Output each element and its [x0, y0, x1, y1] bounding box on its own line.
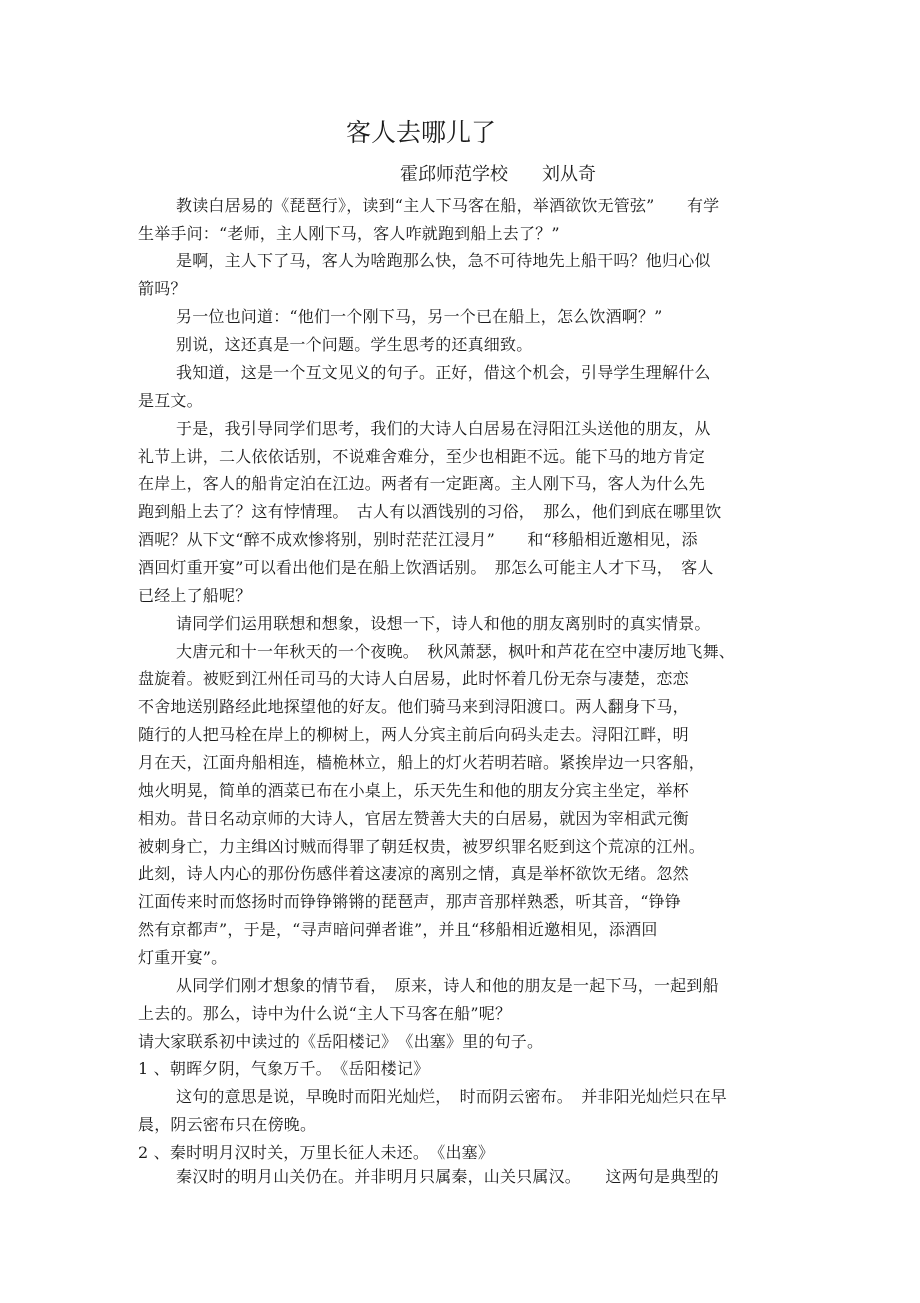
paragraph-line: 相劝。昔日名动京师的大诗人，官居左赞善大夫的白居易，就因为宰相武元衡 — [138, 809, 689, 828]
paragraph-line: 江面传来时而悠扬时而铮铮锵锵的琵琶声，那声音那样熟悉，听其音，“铮铮 — [138, 892, 681, 911]
paragraph-line: 生举手问：“老师，主人刚下马，客人咋就跑到船上去了？” — [138, 224, 560, 243]
paragraph-line: 1 、朝晖夕阴，气象万千。 《岳阳楼记》 — [138, 1059, 430, 1078]
paragraph-line: 请同学们运用联想和想象，设想一下，诗人和他的朋友离别时的真实情景。 — [176, 614, 711, 633]
paragraph-line: 盘旋着。被贬到江州任司马的大诗人白居易，此时怀着几份无奈与凄楚，恋恋 — [138, 669, 689, 688]
school-name: 霍邱师范学校 — [400, 164, 508, 185]
byline — [400, 161, 596, 189]
paragraph-line: 随行的人把马栓在岸上的柳树上，两人分宾主前后向码头走去。浔阳江畔，明 — [138, 725, 689, 744]
paragraph-line: 另一位也问道：“他们一个刚下马，另一个已在船上，怎么饮酒啊？” — [176, 307, 663, 326]
article-title: 客人去哪儿了 — [346, 118, 497, 147]
paragraph-line: 箭吗？ — [138, 279, 187, 298]
paragraph-line: 已经上了船呢？ — [138, 586, 252, 605]
paragraph-line: 上去的。那么，诗中为什么说“主人下马客在船”呢？ — [138, 1004, 512, 1023]
paragraph-line: 大唐元和十一年秋天的一个夜晚。 秋风萧瑟，枫叶和芦花在空中凄厉地飞舞、 — [176, 642, 736, 661]
paragraph-line: 我知道，这是一个互文见义的句子。正好，借这个机会，引导学生理解什么 — [176, 363, 711, 382]
paragraph-line: 于是，我引导同学们思考，我们的大诗人白居易在浔阳江头送他的朋友，从 — [176, 419, 711, 438]
paragraph-line: 别说，这还真是一个问题。学生思考的还真细致。 — [176, 335, 533, 354]
author-name: 刘从奇 — [542, 164, 596, 185]
paragraph-line: 酒回灯重开宴”可以看出他们是在船上饮酒话别。 那怎么可能主人才下马， 客人 — [138, 558, 714, 577]
paragraph-line: 月在天，江面舟船相连，樯桅林立，船上的灯火若明若暗。紧挨岸边一只客船， — [138, 753, 706, 772]
paragraph-line: 在岸上，客人的船肯定泊在江边。两者有一定距离。主人刚下马，客人为什么先 — [138, 474, 706, 493]
paragraph-line: 被刺身亡，力主缉凶讨贼而得罪了朝廷权贵，被罗织罪名贬到这个荒凉的江州。 — [138, 837, 706, 856]
paragraph-line: 是互文。 — [138, 391, 203, 410]
paragraph-line: 不舍地送别路经此地探望他的好友。他们骑马来到浔阳渡口。两人翻身下马， — [138, 697, 689, 716]
paragraph-line: 秦汉时的明月山关仍在。并非明月只属秦，山关只属汉。 这两句是典型的 — [176, 1167, 719, 1186]
paragraph-line: 灯重开宴”。 — [138, 948, 228, 967]
paragraph-line: 请大家联系初中读过的《岳阳楼记》 《出塞》里的句子。 — [138, 1032, 544, 1051]
paragraph-line: 酒呢？从下文“醉不成欢惨将别，别时茫茫江浸月” 和“移船相近邀相见，添 — [138, 530, 698, 549]
paragraph-line: 跑到船上去了？这有悖情理。 古人有以酒饯别的习俗， 那么，他们到底在哪里饮 — [138, 502, 722, 521]
paragraph-line: 礼节上讲，二人依依话别，不说难舍难分，至少也相距不远。能下马的地方肯定 — [138, 447, 706, 466]
paragraph-line: 教读白居易的《琵琶行》，读到“主人下马客在船，举酒欲饮无管弦” 有学 — [176, 196, 720, 215]
paragraph-line: 从同学们刚才想象的情节看， 原来，诗人和他的朋友是一起下马，一起到船 — [176, 976, 719, 995]
paragraph-line: 然有京都声”，于是，“寻声暗问弹者谁”，并且“移船相近邀相见，添酒回 — [138, 920, 658, 939]
paragraph-line: 是啊，主人下了马，客人为啥跑那么快，急不可待地先上船干吗？他归心似 — [176, 251, 711, 270]
paragraph-line: 这句的意思是说，早晚时而阳光灿烂， 时而阴云密布。 并非阳光灿烂只在早 — [176, 1087, 728, 1106]
paragraph-line: 此刻，诗人内心的那份伤感伴着这凄凉的离别之情，真是举杯欲饮无绪。忽然 — [138, 864, 689, 883]
paragraph-line: 晨，阴云密布只在傍晚。 — [138, 1115, 317, 1134]
paragraph-line: 2 、秦时明月汉时关，万里长征人未还。 《出塞》 — [138, 1143, 495, 1162]
paragraph-line: 烛火明晃，简单的酒菜已布在小桌上，乐天先生和他的朋友分宾主坐定，举杯 — [138, 781, 689, 800]
